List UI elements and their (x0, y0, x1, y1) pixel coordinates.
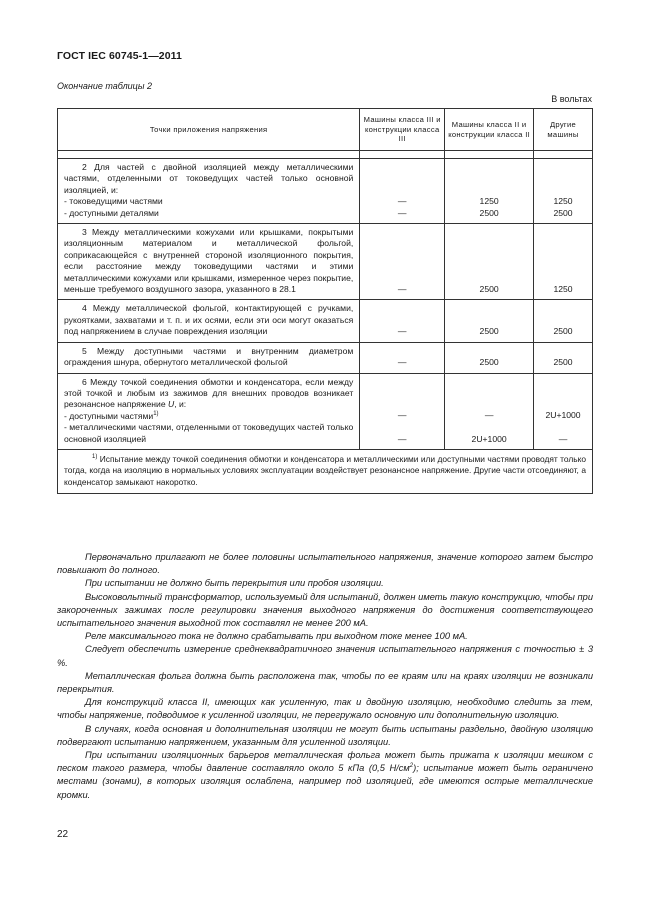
paragraph: В случаях, когда основная и дополнительная изоляции не могут быть испытаны раздельно, двойную изоляцию подвергают испытанию напряжением, указанным для усиленной изоляции. (57, 723, 593, 747)
table-header-row (58, 109, 593, 151)
cell-class2: 1250 2500 (445, 159, 534, 224)
row-description: 4 Между металлической фольгой, контактирующей с ручками, рукоятками, захватами и т. п. и их осями, если эти оси могут оказаться под напряжением в случае повреждения изоляции (58, 300, 360, 342)
paragraph: Следует обеспечить измерение среднеквадратичного значения испытательного напряжения с точностью ± 3 %. (57, 644, 593, 668)
paragraph: Для конструкций класса II, имеющих как усиленную, так и двойную изоляцию, необходимо следить за тем, чтобы напряжение, подводимое к усиленной изоляции, не перегружало основную или дополнительную изоляцию. (57, 697, 593, 721)
row-description: 3 Между металлическими кожухами или крышками, покрытыми изоляционным материалом и металлической фольгой, соприкасающейся с внутренней стороной изоляционного покрытия, если расстояние между токоведущими частями и этими металлическими кожухами или крышками, измеренное через покрытие, меньше требуемого воздушного зазора, указанного в 28.1 (58, 224, 360, 300)
cell-class2: 2500 (445, 342, 534, 373)
row-sub: - токоведущими частями (64, 196, 163, 207)
cell-class3: — (360, 300, 445, 342)
row-description: 5 Между доступными частями и внутренним диаметром ограждения шнура, обернутого металлической фольгой (58, 342, 360, 373)
table-footnote-row (58, 449, 593, 493)
table-row (58, 342, 593, 373)
cell-other: 1250 2500 (534, 159, 593, 224)
row-sub: - доступными деталями (64, 207, 159, 218)
paragraph: При испытании изоляционных барьеров металлическая фольга может быть прижата к изоляции мешком с песком такого размера, чтобы давление составляло около 5 кПа (0,5 $Н/см^2$); испытание может быть ограничено местами (зонами), в которых изоляция ослаблена, например под изоляцией, где имеются острые металлические кромки. (57, 750, 593, 800)
table-units: В вольтах (551, 94, 592, 104)
paragraph: Первоначально прилагают не более половины испытательного напряжения, значение которого затем быстро повышают до полного. (57, 552, 593, 576)
cell-other: 2U+1000 — (534, 373, 593, 449)
cell-class3: — (360, 224, 445, 300)
cell-class3: — — (360, 373, 445, 449)
header-class3: Машины класса III и конструкции класса III (360, 109, 445, 151)
row-description (58, 159, 360, 224)
cell-class2: 2500 (445, 224, 534, 300)
row-description: 6 Между точкой соединения обмотки и конденсатора, если между этой точкой и любым из зажимов для внешних проводов возникает резонансное напряжение U, и: - доступными частями$^{1)}$ - металлическими частями, отделенными от токоведущих частей только основной изоляцией (58, 373, 360, 449)
table-row (58, 300, 593, 342)
paragraph: Высоковольтный трансформатор, используемый для испытаний, должен иметь такую конструкцию, чтобы при закороченных зажимах после регулировки значения выходного напряжения до достижения соответствующего испытательного значения выходной ток составлял не менее 200 мА. (57, 591, 593, 629)
table-caption: Окончание таблицы 2 (57, 81, 152, 91)
paragraph: Реле максимального тока не должно срабатывать при выходном токе менее 100 мА. (85, 631, 468, 642)
cell-other: 1250 (534, 224, 593, 300)
cell-other: 2500 (534, 342, 593, 373)
cell-other: 2500 (534, 300, 593, 342)
row-text: 2 Для частей с двойной изоляцией между металлическими частями, отделенными от токоведущих частей только основной изоляцией, и: (64, 162, 354, 195)
table-row (58, 373, 593, 449)
voltage-table (57, 108, 593, 494)
cell-class3: — — (360, 159, 445, 224)
paragraph: При испытании не должно быть перекрытия или пробоя изоляции. (85, 578, 384, 589)
page-number: 22 (57, 829, 69, 840)
header-class2: Машины класса II и конструкции класса II (445, 109, 534, 151)
header-points: Точки приложения напряжения (58, 109, 360, 151)
table-row (58, 159, 593, 224)
table-row (58, 224, 593, 300)
paragraph: Металлическая фольга должна быть расположена так, чтобы по ее краям или на краях изоляции не возникали перекрытия. (57, 670, 593, 695)
cell-class2: — 2U+1000 (445, 373, 534, 449)
cell-class3: — (360, 342, 445, 373)
footnote-ref: 1) (153, 410, 159, 417)
cell-class2: 2500 (445, 300, 534, 342)
header-other: Другие машины (534, 109, 593, 151)
body-text (57, 551, 593, 802)
standard-header: ГОСТ IEC 60745-1—2011 (57, 50, 182, 62)
table-footnote: $^{1)}$ Испытание между точкой соединения обмотки и конденсатора и металлическими или доступными частями проводят только тогда, когда на изоляцию в нормальных условиях эксплуатации воздействует резонансное напряжение. Другие части отсоединяют, а конденсатор замыкают накоротко. (58, 449, 593, 493)
